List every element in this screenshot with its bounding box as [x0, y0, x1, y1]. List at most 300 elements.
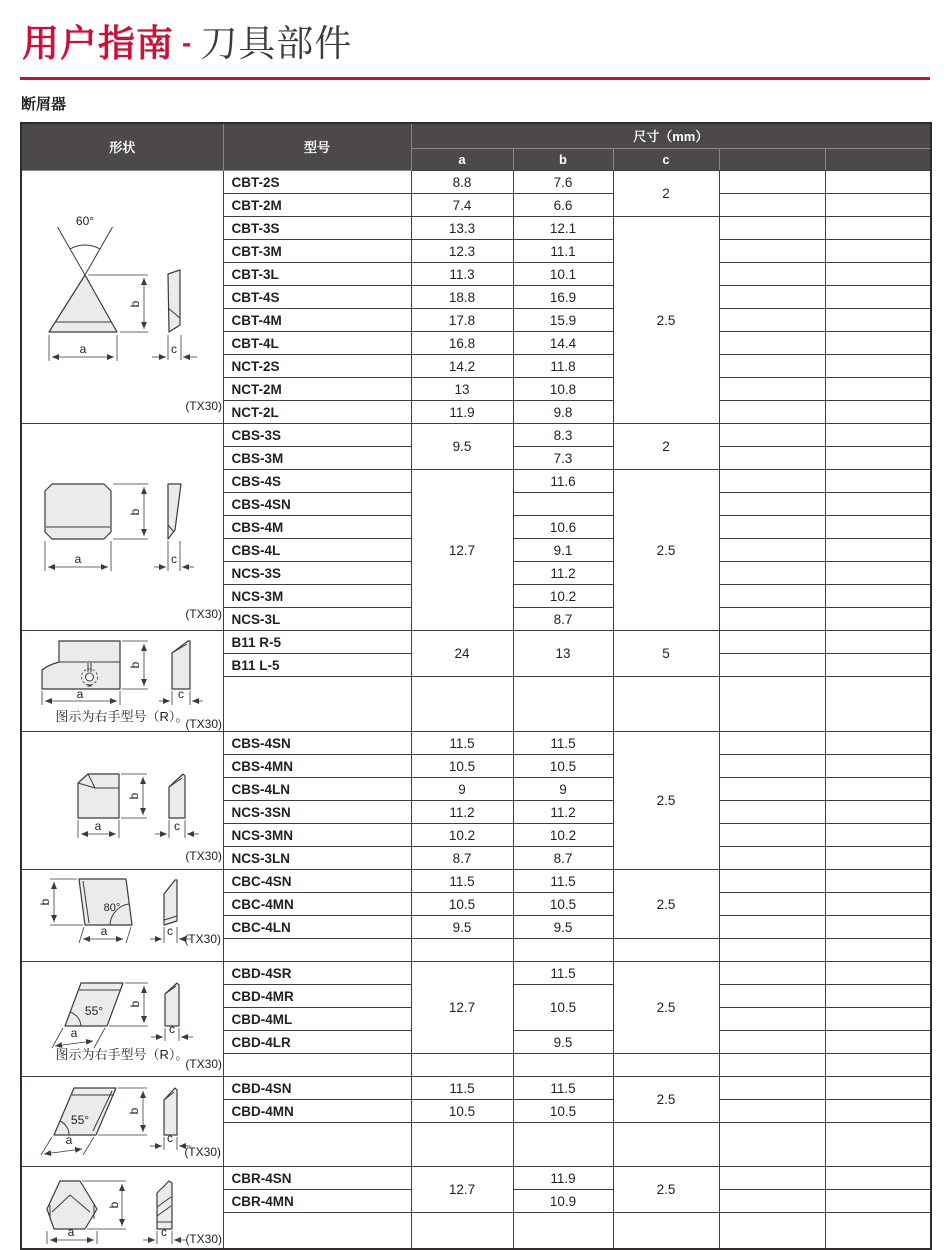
- empty-cell: [825, 801, 931, 824]
- empty-cell: [719, 755, 825, 778]
- shape-diagram-square: [22, 428, 224, 626]
- dim-a-cell: 12.3: [411, 240, 513, 263]
- empty-cell: [223, 1213, 411, 1249]
- empty-cell: [825, 1167, 931, 1190]
- model-cell: CBT-4S: [223, 286, 411, 309]
- dim-b-label: b: [127, 1107, 141, 1115]
- empty-cell: [411, 1054, 513, 1077]
- dim-a-cell: 14.2: [411, 355, 513, 378]
- dim-b-label: b: [128, 661, 142, 669]
- model-cell: CBS-4LN: [223, 778, 411, 801]
- model-cell: NCT-2L: [223, 401, 411, 424]
- dim-b-cell: 9.5: [513, 1031, 613, 1054]
- shape-cell-b11: [21, 631, 223, 732]
- dim-c-cell: 2: [613, 171, 719, 217]
- model-cell: CBD-4SN: [223, 1077, 411, 1100]
- empty-cell: [825, 332, 931, 355]
- empty-cell: [825, 824, 931, 847]
- dim-b-cell: 8.7: [513, 847, 613, 870]
- dim-b-cell: 10.1: [513, 263, 613, 286]
- dim-a-cell: 11.3: [411, 263, 513, 286]
- empty-cell: [719, 608, 825, 631]
- empty-cell: [825, 493, 931, 516]
- empty-cell: [825, 355, 931, 378]
- model-cell: CBS-3M: [223, 447, 411, 470]
- dim-a-cell: 11.2: [411, 801, 513, 824]
- empty-cell: [719, 1031, 825, 1054]
- dim-b-cell: 8.3: [513, 424, 613, 447]
- empty-cell: [411, 1123, 513, 1167]
- empty-cell: [825, 217, 931, 240]
- empty-cell: [719, 985, 825, 1008]
- dim-c-label: c: [174, 818, 180, 833]
- empty-cell: [613, 1054, 719, 1077]
- dim-a-cell: 9.5: [411, 424, 513, 470]
- empty-cell: [719, 286, 825, 309]
- model-cell: CBD-4ML: [223, 1008, 411, 1031]
- model-cell: CBT-3S: [223, 217, 411, 240]
- section-title: 断屑器: [21, 95, 67, 113]
- empty-cell: [719, 401, 825, 424]
- tx30-label: (TX30): [185, 848, 222, 863]
- empty-cell: [223, 1123, 411, 1167]
- empty-cell: [411, 939, 513, 962]
- empty-cell: [719, 962, 825, 985]
- model-cell: CBS-4SN: [223, 493, 411, 516]
- model-cell: CBS-4S: [223, 470, 411, 493]
- dim-b-label: b: [127, 792, 141, 800]
- dim-b-cell: 15.9: [513, 309, 613, 332]
- empty-cell: [825, 1008, 931, 1031]
- angle-label: 60°: [75, 214, 95, 229]
- dim-b-cell: 11.9: [513, 1167, 613, 1190]
- dim-a-cell: 24: [411, 631, 513, 677]
- empty-cell: [825, 1077, 931, 1100]
- header-col-a: a: [411, 149, 513, 171]
- model-cell: CBD-4SR: [223, 962, 411, 985]
- empty-cell: [719, 585, 825, 608]
- header-col-blank2: [825, 149, 931, 171]
- angle-label: 55°: [84, 1004, 104, 1019]
- empty-cell: [513, 939, 613, 962]
- model-cell: CBT-2M: [223, 194, 411, 217]
- header-size: 尺寸（mm）: [411, 123, 931, 149]
- insert-side-view: [172, 641, 190, 689]
- dim-b-cell: 11.1: [513, 240, 613, 263]
- dim-a-cell: 16.8: [411, 332, 513, 355]
- shape-diagram-parallelogram-80: [22, 872, 224, 960]
- tx30-label: (TX30): [184, 1144, 221, 1159]
- page-title-primary: 用户指南: [22, 23, 174, 64]
- empty-cell: [223, 677, 411, 732]
- model-cell: CBT-4L: [223, 332, 411, 355]
- chipbreaker-table: [20, 122, 932, 1250]
- dim-b-cell: 9.1: [513, 539, 613, 562]
- shape-cell-hexagon: [21, 1167, 223, 1249]
- model-cell: CBT-3L: [223, 263, 411, 286]
- dim-b-cell: 11.8: [513, 355, 613, 378]
- empty-cell: [719, 194, 825, 217]
- dim-b-cell: 9: [513, 778, 613, 801]
- empty-cell: [825, 778, 931, 801]
- dim-b-cell: 12.1: [513, 217, 613, 240]
- title-divider: [20, 77, 930, 80]
- empty-cell: [719, 677, 825, 732]
- model-cell: NCS-3SN: [223, 801, 411, 824]
- empty-cell: [825, 1123, 931, 1167]
- dim-a-cell: 11.5: [411, 1077, 513, 1100]
- dim-b-cell: 8.7: [513, 608, 613, 631]
- empty-cell: [825, 916, 931, 939]
- empty-cell: [513, 677, 613, 732]
- empty-cell: [719, 263, 825, 286]
- dim-a-cell: 17.8: [411, 309, 513, 332]
- empty-cell: [719, 1167, 825, 1190]
- dim-a-cell: 11.5: [411, 732, 513, 755]
- empty-cell: [825, 1213, 931, 1249]
- empty-cell: [719, 171, 825, 194]
- empty-cell: [825, 962, 931, 985]
- empty-cell: [223, 939, 411, 962]
- shape-cell-square-corner: [21, 732, 223, 870]
- empty-cell: [825, 424, 931, 447]
- dim-b-cell: 11.5: [513, 732, 613, 755]
- shape-diagram-diamond-55-right: [22, 964, 224, 1074]
- dim-b-cell: [513, 493, 613, 516]
- model-cell: CBS-4M: [223, 516, 411, 539]
- dim-b-cell: 11.2: [513, 562, 613, 585]
- dim-a-cell: 11.5: [411, 870, 513, 893]
- empty-cell: [825, 171, 931, 194]
- dim-a-cell: 18.8: [411, 286, 513, 309]
- model-cell: NCS-3L: [223, 608, 411, 631]
- empty-cell: [719, 870, 825, 893]
- empty-cell: [825, 194, 931, 217]
- empty-cell: [825, 1031, 931, 1054]
- dim-b-cell: 10.2: [513, 585, 613, 608]
- table-row: [21, 631, 931, 654]
- dim-a-cell: 7.4: [411, 194, 513, 217]
- table-row: [21, 732, 931, 755]
- empty-cell: [825, 470, 931, 493]
- model-cell: CBC-4MN: [223, 893, 411, 916]
- dim-c-label: c: [171, 552, 177, 567]
- dim-c-cell: 2: [613, 424, 719, 470]
- insert-side-view: [168, 484, 181, 539]
- dim-b-cell: 10.2: [513, 824, 613, 847]
- empty-cell: [719, 824, 825, 847]
- empty-cell: [825, 893, 931, 916]
- dim-a-cell: 12.7: [411, 1167, 513, 1213]
- empty-cell: [719, 332, 825, 355]
- dim-b-cell: 10.5: [513, 1100, 613, 1123]
- empty-cell: [719, 893, 825, 916]
- dim-b-label: b: [107, 1202, 121, 1209]
- empty-cell: [825, 309, 931, 332]
- empty-cell: [825, 870, 931, 893]
- dim-c-cell: 2.5: [613, 962, 719, 1054]
- dim-a-label: a: [100, 923, 108, 938]
- empty-cell: [719, 217, 825, 240]
- dim-b-label: b: [128, 300, 142, 308]
- table-row: [21, 424, 931, 447]
- shape-cell-square: [21, 424, 223, 631]
- empty-cell: [825, 378, 931, 401]
- empty-cell: [613, 1213, 719, 1249]
- insert-side-view: [168, 270, 180, 332]
- page-title: [22, 24, 930, 65]
- model-cell: CBT-3M: [223, 240, 411, 263]
- empty-cell: [513, 1123, 613, 1167]
- dim-a-cell: 8.8: [411, 171, 513, 194]
- model-cell: CBD-4LR: [223, 1031, 411, 1054]
- model-cell: CBR-4SN: [223, 1167, 411, 1190]
- tx30-label: (TX30): [185, 716, 222, 731]
- empty-cell: [719, 1123, 825, 1167]
- model-cell: CBS-3S: [223, 424, 411, 447]
- tx30-label: (TX30): [184, 931, 221, 946]
- dim-b-cell: 10.6: [513, 516, 613, 539]
- table-row: [21, 962, 931, 985]
- dim-b-cell: 10.5: [513, 985, 613, 1031]
- dim-a-label: a: [76, 686, 84, 701]
- dim-b-cell: 11.2: [513, 801, 613, 824]
- dim-b-cell: 9.8: [513, 401, 613, 424]
- page-title-secondary: 刀具部件: [200, 23, 353, 64]
- empty-cell: [719, 240, 825, 263]
- model-cell: CBD-4MN: [223, 1100, 411, 1123]
- tx30-label: (TX30): [185, 1232, 222, 1247]
- empty-cell: [719, 1077, 825, 1100]
- empty-cell: [719, 1054, 825, 1077]
- header-model: 型号: [223, 123, 411, 171]
- empty-cell: [411, 677, 513, 732]
- model-cell: CBR-4MN: [223, 1190, 411, 1213]
- dim-c-label: c: [169, 1022, 175, 1037]
- dim-a-cell: 11.9: [411, 401, 513, 424]
- tx30-label: (TX30): [185, 1057, 222, 1072]
- model-cell: CBD-4MR: [223, 985, 411, 1008]
- model-cell: NCS-3S: [223, 562, 411, 585]
- dim-b-cell: 9.5: [513, 916, 613, 939]
- dim-b-cell: 7.6: [513, 171, 613, 194]
- shape-cell-parallelogram: [21, 870, 223, 962]
- empty-cell: [825, 1190, 931, 1213]
- empty-cell: [719, 378, 825, 401]
- dim-a-cell: 8.7: [411, 847, 513, 870]
- model-cell: CBT-2S: [223, 171, 411, 194]
- empty-cell: [825, 631, 931, 654]
- dim-a-cell: 9.5: [411, 916, 513, 939]
- header-shape: 形状: [21, 123, 223, 171]
- empty-cell: [825, 562, 931, 585]
- shape-cell-triangle: [21, 171, 223, 424]
- dim-a-cell: 10.5: [411, 755, 513, 778]
- empty-cell: [719, 309, 825, 332]
- model-cell: B11 L-5: [223, 654, 411, 677]
- empty-cell: [719, 1008, 825, 1031]
- shape-diagram-b11: [22, 632, 224, 731]
- model-cell: CBS-4L: [223, 539, 411, 562]
- dim-a-cell: 9: [411, 778, 513, 801]
- table-row: [21, 171, 931, 194]
- dim-b-cell: 10.5: [513, 893, 613, 916]
- tx30-label: (TX30): [185, 607, 222, 622]
- dim-a-label: a: [70, 1026, 78, 1041]
- table-row: [21, 870, 931, 893]
- empty-cell: [825, 985, 931, 1008]
- model-cell: CBS-4MN: [223, 755, 411, 778]
- dim-b-cell: 7.3: [513, 447, 613, 470]
- shape-cell-diamond: [21, 1077, 223, 1167]
- dim-a-cell: 12.7: [411, 962, 513, 1054]
- empty-cell: [719, 539, 825, 562]
- empty-cell: [719, 847, 825, 870]
- dim-a-label: a: [79, 342, 87, 357]
- model-cell: NCS-3M: [223, 585, 411, 608]
- empty-cell: [825, 654, 931, 677]
- empty-cell: [719, 1100, 825, 1123]
- empty-cell: [719, 916, 825, 939]
- empty-cell: [513, 1054, 613, 1077]
- empty-cell: [719, 654, 825, 677]
- dim-c-cell: 2.5: [613, 470, 719, 631]
- dim-c-cell: 2.5: [613, 1167, 719, 1213]
- empty-cell: [825, 401, 931, 424]
- dim-b-cell: 11.6: [513, 470, 613, 493]
- empty-cell: [613, 939, 719, 962]
- empty-cell: [719, 631, 825, 654]
- dim-a-cell: 12.7: [411, 470, 513, 631]
- shape-diagram-triangle-60: [22, 177, 224, 417]
- empty-cell: [825, 539, 931, 562]
- shape-diagram-diamond-55: [22, 1078, 224, 1166]
- empty-cell: [719, 447, 825, 470]
- empty-cell: [613, 1123, 719, 1167]
- empty-cell: [719, 470, 825, 493]
- header-col-c: c: [613, 149, 719, 171]
- dim-c-label: c: [161, 1225, 167, 1240]
- empty-cell: [719, 939, 825, 962]
- dim-c-label: c: [178, 686, 184, 701]
- model-cell: CBT-4M: [223, 309, 411, 332]
- dim-b-label: b: [38, 898, 52, 906]
- dim-b-cell: 10.8: [513, 378, 613, 401]
- empty-cell: [719, 778, 825, 801]
- empty-cell: [719, 493, 825, 516]
- dim-a-cell: 10.5: [411, 1100, 513, 1123]
- dim-a-cell: 13.3: [411, 217, 513, 240]
- insert-side-view: [169, 774, 185, 818]
- page-title-separator: -: [182, 27, 193, 58]
- empty-cell: [719, 732, 825, 755]
- empty-cell: [825, 1100, 931, 1123]
- empty-cell: [825, 608, 931, 631]
- dim-c-label: c: [167, 923, 173, 938]
- dim-c-cell: 2.5: [613, 732, 719, 870]
- dim-b-label: b: [128, 508, 142, 516]
- angle-label: 55°: [70, 1112, 90, 1127]
- shape-diagram-hexagon: [22, 1167, 224, 1247]
- empty-cell: [719, 562, 825, 585]
- model-cell: NCS-3MN: [223, 824, 411, 847]
- empty-cell: [825, 847, 931, 870]
- empty-cell: [825, 755, 931, 778]
- right-hand-note: 图示为右手型号（R）。: [55, 1047, 189, 1063]
- dim-b-cell: 11.5: [513, 1077, 613, 1100]
- insert-outline: [47, 1181, 97, 1229]
- model-cell: CBC-4LN: [223, 916, 411, 939]
- empty-cell: [825, 240, 931, 263]
- dim-b-cell: 16.9: [513, 286, 613, 309]
- shape-cell-diamond-right: [21, 962, 223, 1077]
- empty-cell: [825, 939, 931, 962]
- dim-b-cell: 6.6: [513, 194, 613, 217]
- model-cell: NCS-3LN: [223, 847, 411, 870]
- dim-a-label: a: [94, 818, 102, 833]
- dim-c-label: c: [167, 1130, 173, 1145]
- empty-cell: [825, 516, 931, 539]
- dim-b-cell: 13: [513, 631, 613, 677]
- empty-cell: [719, 801, 825, 824]
- empty-cell: [223, 1054, 411, 1077]
- shape-diagram-square-corner: [22, 735, 224, 867]
- dim-c-cell: 2.5: [613, 217, 719, 424]
- dim-b-cell: 11.5: [513, 870, 613, 893]
- empty-cell: [825, 677, 931, 732]
- empty-cell: [825, 1054, 931, 1077]
- insert-outline: [78, 774, 119, 818]
- model-cell: B11 R-5: [223, 631, 411, 654]
- model-cell: CBC-4SN: [223, 870, 411, 893]
- dim-a-label: a: [65, 1132, 73, 1147]
- empty-cell: [825, 585, 931, 608]
- empty-cell: [825, 286, 931, 309]
- dim-a-cell: 13: [411, 378, 513, 401]
- dim-c-cell: 2.5: [613, 1077, 719, 1123]
- empty-cell: [719, 424, 825, 447]
- empty-cell: [719, 1190, 825, 1213]
- dim-b-cell: 14.4: [513, 332, 613, 355]
- right-hand-note: 图示为右手型号（R）。: [55, 708, 189, 724]
- dim-c-cell: 2.5: [613, 870, 719, 939]
- empty-cell: [411, 1213, 513, 1249]
- model-cell: NCT-2M: [223, 378, 411, 401]
- dim-a-label: a: [67, 1225, 75, 1240]
- dim-a-cell: 10.2: [411, 824, 513, 847]
- empty-cell: [825, 732, 931, 755]
- empty-cell: [825, 447, 931, 470]
- dim-c-cell: 5: [613, 631, 719, 677]
- dim-b-cell: 11.5: [513, 962, 613, 985]
- empty-cell: [513, 1213, 613, 1249]
- empty-cell: [719, 516, 825, 539]
- angle-marks: [58, 214, 113, 282]
- dim-b-label: b: [128, 1000, 142, 1008]
- dim-a-cell: 10.5: [411, 893, 513, 916]
- model-cell: CBS-4SN: [223, 732, 411, 755]
- empty-cell: [825, 263, 931, 286]
- empty-cell: [719, 355, 825, 378]
- empty-cell: [719, 1213, 825, 1249]
- angle-label: 80°: [103, 901, 121, 914]
- table-row: [21, 1167, 931, 1190]
- dim-c-label: c: [171, 342, 177, 357]
- tx30-label: (TX30): [185, 399, 222, 414]
- header-col-b: b: [513, 149, 613, 171]
- insert-outline: [45, 484, 111, 539]
- empty-cell: [613, 677, 719, 732]
